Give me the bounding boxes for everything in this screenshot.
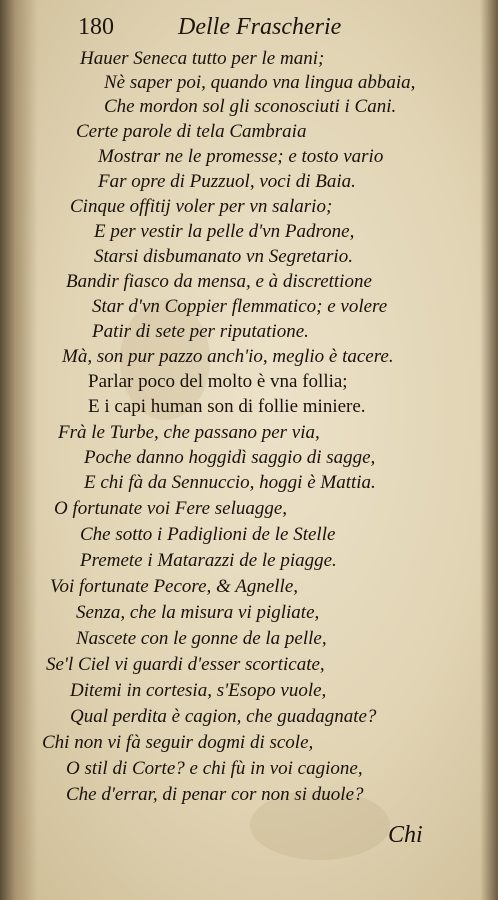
verse-line: Far opre di Puzzuol, voci di Baia. [98, 171, 356, 192]
verse-line: Nascete con le gonne de la pelle, [76, 628, 327, 649]
verse-line: Parlar poco del molto è vna follia; [88, 371, 348, 392]
verse-line: Mà, son pur pazzo anch'io, meglio è tacere. [62, 346, 394, 367]
verse-line: Starsi disbumanato vn Segretario. [94, 246, 353, 267]
verse-line: O fortunate voi Fere seluagge, [54, 498, 288, 519]
verse-line: Nè saper poi, quando vna lingua abbaia, [104, 72, 416, 93]
verse-line: Star d'vn Coppier flemmatico; e volere [92, 296, 388, 317]
verse-line: Bandir fiasco da mensa, e à discrettione [66, 271, 372, 292]
verse-line: Qual perdita è cagion, che guadagnate? [70, 706, 377, 727]
verse-line: Che mordon sol gli sconosciuti i Cani. [104, 96, 397, 117]
verse-line: Chi non vi fà seguir dogmi di scole, [42, 732, 314, 753]
catchword: Chi [388, 822, 423, 848]
running-head: Delle Frascherie [178, 14, 342, 40]
verse-line: E per vestir la pelle d'vn Padrone, [94, 221, 355, 242]
verse-line: Senza, che la misura vi pigliate, [76, 602, 320, 623]
verse-line: Frà le Turbe, che passano per via, [58, 422, 320, 443]
page-number: 180 [78, 14, 114, 40]
verse-line: Se'l Ciel vi guardi d'esser scorticate, [46, 654, 325, 675]
verse-line: O stil di Corte? e chi fù in voi cagione, [66, 758, 363, 779]
verse-line: Mostrar ne le promesse; e tosto vario [98, 146, 384, 167]
verse-line: Che d'errar, di penar cor non si duole? [66, 784, 364, 805]
verse-line: Hauer Seneca tutto per le mani; [80, 48, 325, 69]
verse-line: E chi fà da Sennuccio, hoggi è Mattia. [84, 472, 376, 493]
verse-line: Poche danno hoggidì saggio di sagge, [84, 447, 376, 468]
verse-line: Premete i Matarazzi de le piagge. [80, 550, 337, 571]
verse-line: Ditemi in cortesia, s'Esopo vuole, [70, 680, 327, 701]
verse-line: Cinque offitij voler per vn salario; [70, 196, 333, 217]
verse-line: Che sotto i Padiglioni de le Stelle [80, 524, 336, 545]
verse-line: Patir di sete per riputatione. [92, 321, 309, 342]
verse-line: E i capi human son di follie miniere. [88, 396, 366, 417]
verse-line: Voi fortunate Pecore, & Agnelle, [50, 576, 299, 597]
verse-line: Certe parole di tela Cambraia [76, 121, 307, 142]
